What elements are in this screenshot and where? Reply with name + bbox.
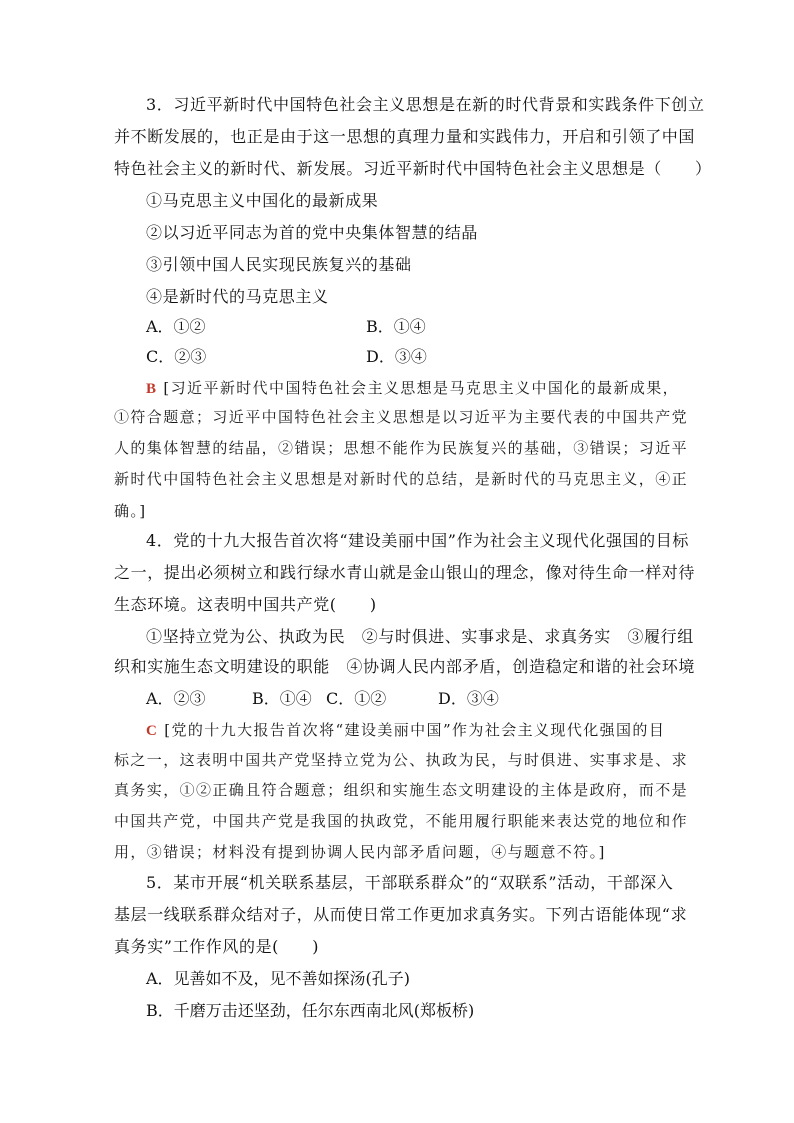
q4-stem-line-3: 生态环境。这表明中国共产党( ) bbox=[114, 595, 377, 614]
q4-answer-line-5: 用，③错误；材料没有提到协调人民内部矛盾问题，④与题意不符。] bbox=[114, 843, 606, 861]
q3-item-1: ①马克思主义中国化的最新成果 bbox=[146, 191, 379, 210]
q4-stem-line-2: 之一，提出必须树立和践行绿水青山就是金山银山的理念，像对待生命一样对待 bbox=[114, 563, 696, 582]
q3-option-a: A．①② bbox=[146, 317, 206, 336]
q5-stem-line-1: 5．某市开展“机关联系基层，干部联系群众”的“双联系”活动，干部深入 bbox=[146, 873, 674, 892]
q3-item-3: ③引领中国人民实现民族复兴的基础 bbox=[146, 255, 412, 274]
q4-answer-line-2: 标之一，这表明中国共产党坚持立党为公、执政为民，与时俱进、实事求是、求 bbox=[114, 751, 689, 769]
q3-stem-line-1: 3．习近平新时代中国特色社会主义思想是在新的时代背景和实践条件下创立 bbox=[146, 95, 705, 114]
q4-items-line-2: 织和实施生态文明建设的职能 ④协调人民内部矛盾，创造稳定和谐的社会环境 bbox=[114, 657, 696, 676]
q3-answer-line-4: 新时代中国特色社会主义思想是对新时代的总结，是新时代的马克思主义，④正 bbox=[114, 470, 689, 488]
q4-option-d: D．③④ bbox=[438, 689, 499, 708]
q4-items-line-1: ①坚持立党为公、执政为民 ②与时俱进、实事求是、求真务实 ③履行组 bbox=[146, 627, 694, 646]
q3-answer-line-3: 人的集体智慧的结晶，②错误；思想不能作为民族复兴的基础，③错误；习近平 bbox=[114, 439, 689, 457]
q3-answer-line-1 bbox=[146, 377, 679, 400]
q3-option-b: B．①④ bbox=[366, 317, 426, 336]
q4-answer-letter: C bbox=[146, 723, 159, 739]
q4-answer-line-3: 真务实，①②正确且符合题意；组织和实施生态文明建设的主体是政府，而不是 bbox=[114, 781, 689, 799]
q4-option-b: B．①④ bbox=[252, 689, 312, 708]
q4-answer-line-1 bbox=[146, 719, 665, 742]
q5-stem-line-3: 真务实”工作作风的是( ) bbox=[114, 937, 320, 956]
q3-option-d: D．③④ bbox=[366, 347, 427, 366]
q5-stem-line-2: 基层一线联系群众结对子，从而使日常工作更加求真务实。下列古语能体现“求 bbox=[114, 905, 688, 924]
q4-answer-line-4: 中国共产党，中国共产党是我国的执政党，不能用履行职能来表达党的地位和作 bbox=[114, 812, 689, 830]
q3-item-2: ②以习近平同志为首的党中央集体智慧的结晶 bbox=[146, 223, 479, 242]
q4-option-a: A．②③ bbox=[146, 689, 206, 708]
q4-answer-text: [党的十九大报告首次将“建设美丽中国”作为社会主义现代化强国的目 bbox=[164, 721, 666, 739]
q3-stem-line-3: 特色社会主义的新时代、新发展。习近平新时代中国特色社会主义思想是（ ） bbox=[114, 159, 712, 178]
q3-stem-line-2: 并不断发展的，也正是由于这一思想的真理力量和实践伟力，开启和引领了中国 bbox=[114, 127, 696, 146]
q5-option-b: B．千磨万击还坚劲，任尔东西南北风(郑板桥) bbox=[146, 1001, 475, 1020]
q3-item-4: ④是新时代的马克思主义 bbox=[146, 287, 329, 306]
q4-stem-line-1: 4．党的十九大报告首次将“建设美丽中国”作为社会主义现代化强国的目标 bbox=[146, 531, 689, 550]
q3-option-c: C．②③ bbox=[146, 347, 207, 366]
q4-option-c: C．①② bbox=[326, 689, 387, 708]
q3-answer-line-2: ①符合题意；习近平中国特色社会主义思想是以习近平为主要代表的中国共产党 bbox=[114, 408, 689, 426]
q3-answer-letter: B bbox=[146, 381, 158, 397]
q3-answer-text: [习近平新时代中国特色社会主义思想是马克思主义中国化的最新成果， bbox=[163, 379, 680, 397]
q3-answer-line-5: 确。] bbox=[114, 502, 147, 520]
q5-option-a: A．见善如不及，见不善如探汤(孔子) bbox=[146, 969, 411, 988]
